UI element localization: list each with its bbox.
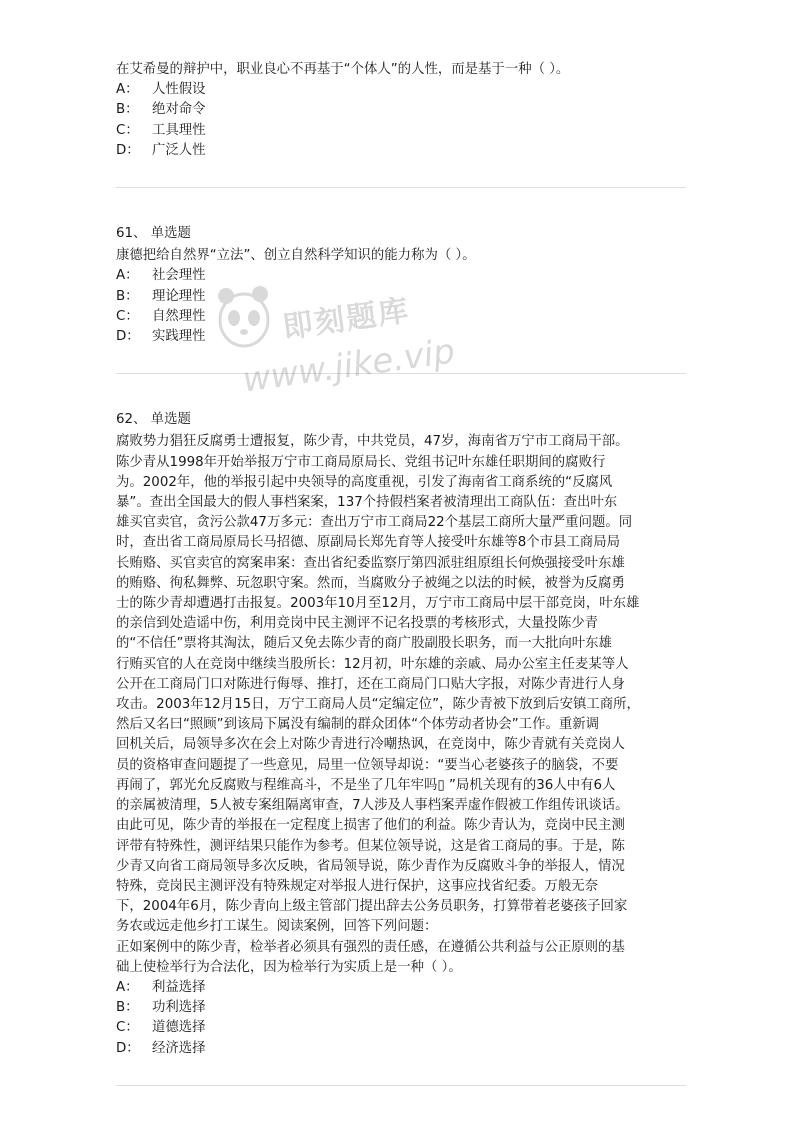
question-page xyxy=(116,60,686,1086)
passage-line: 攻击。2003年12月15日，万宁工商局人员“定编定位”，陈少青被下放到后安镇工商所， xyxy=(116,697,640,713)
question-60-stem: 在艾希曼的辩护中，职业良心不再基于“个体人”的人性，而是基于一种（ ）。 xyxy=(116,62,570,77)
passage-line: 行贿买官的人在竞岗中继续当股所长：12月初，叶东雄的亲戚、局办公室主任麦某等人 xyxy=(116,656,629,672)
passage-line: 特殊，竞岗民主测评没有特殊规定对举报人进行保护，这事应找省纪委。万般无奈 xyxy=(116,878,599,894)
passage-line: 的亲属被清理，5人被专案组隔离审查，7人涉及人事档案弄虚作假被工作组传讯谈话。 xyxy=(116,798,629,814)
option-text: 功利选择 xyxy=(152,1000,206,1016)
passage-line: 腐败势力猖狂反腐勇士遭报复，陈少青，中共党员，47岁，海南省万宁市工商局干部。 xyxy=(116,434,629,450)
option-letter: A： xyxy=(116,979,139,995)
divider xyxy=(116,1085,686,1086)
option-text: 利益选择 xyxy=(152,979,206,995)
option-text: 实践理性 xyxy=(152,329,206,345)
question-62-option-a[interactable] xyxy=(116,978,686,998)
option-letter: D： xyxy=(116,1040,140,1056)
passage-line: 评带有特殊性，测评结果只能作为参考。但某位领导说，这是省工商局的事。于是，陈 xyxy=(116,838,625,854)
option-text: 经济选择 xyxy=(152,1040,206,1056)
question-61-option-a[interactable] xyxy=(116,266,686,286)
passage-line: 少青又向省工商局领导多次反映，省局领导说，陈少青作为反腐败斗争的举报人，情况 xyxy=(116,858,625,874)
watermark-url: www.jike.vip xyxy=(240,331,458,401)
question-61 xyxy=(116,224,686,347)
passage-line: 由此可见，陈少青的举报在一定程度上损害了他们的利益。陈少青认为，竞岗中民主测 xyxy=(116,818,625,834)
question-62-option-b[interactable] xyxy=(116,998,686,1018)
passage-line: 雄买官卖官，贪污公款47万多元：查出万宁市工商局22个基层工商所大量严重问题。同 xyxy=(116,515,633,531)
question-60-option-b[interactable] xyxy=(116,100,686,120)
option-letter: D： xyxy=(116,142,140,158)
passage-line: 为。2002年，他的举报引起中央领导的高度重视，引发了海南省工商系统的“反腐风 xyxy=(116,474,613,490)
passage-line: 的亲信到处造谣中伤，利用竞岗中民主测评不记名投票的考核形式，大量投陈少青 xyxy=(116,616,599,632)
option-text: 理论理性 xyxy=(152,288,206,304)
question-61-option-b[interactable] xyxy=(116,287,686,307)
passage-line: 陈少青从1998年开始举报万宁市工商局原局长、党组书记叶东雄任职期间的腐败行 xyxy=(116,454,606,470)
question-60 xyxy=(116,60,686,161)
question-60-option-c[interactable] xyxy=(116,121,686,141)
question-61-option-d[interactable] xyxy=(116,327,686,347)
option-text: 广泛人性 xyxy=(152,142,206,158)
passage-line: 再闹了，郭光允反腐败与程维高斗，不是坐了几年牢吗▯ ”局机关现有的36人中有6人 xyxy=(116,777,616,793)
option-letter: B： xyxy=(116,288,139,304)
passage-line: 回机关后，局领导多次在会上对陈少青进行冷嘲热讽，在竞岗中，陈少青就有关竞岗人 xyxy=(116,737,625,753)
passage-line: 暴”。查出全国最大的假人事档案案，137个持假档案者被清理出工商队伍：查出叶东 xyxy=(116,495,618,511)
option-text: 道德选择 xyxy=(152,1020,206,1036)
option-letter: D： xyxy=(116,329,140,345)
watermark-brand: 即刻题库 xyxy=(280,293,413,346)
question-61-option-c[interactable] xyxy=(116,307,686,327)
passage-line: 正如案例中的陈少青，检举者必须具有强烈的责任感，在遵循公共利益与公正原则的基 xyxy=(116,939,625,955)
option-letter: C： xyxy=(116,122,139,138)
divider xyxy=(116,373,686,374)
question-62-header: 62、 单选题 xyxy=(116,412,191,428)
passage-line: 公开在工商局门口对陈进行侮辱、推打，还在工商局门口贴大字报，对陈少青进行人身 xyxy=(116,676,625,692)
option-letter: B： xyxy=(116,1000,139,1016)
option-text: 绝对命令 xyxy=(152,102,206,118)
passage-line: 长贿赂、买官卖官的窝案串案：查出省纪委监察厅第四派驻组原组长何焕强接受叶东雄 xyxy=(116,555,625,571)
option-text: 自然理性 xyxy=(152,308,206,324)
option-letter: A： xyxy=(116,82,139,98)
question-62-option-d[interactable] xyxy=(116,1039,686,1059)
passage-line: 的“不信任”票将其淘汰，随后又免去陈少青的商广股副股长职务，而一大批向叶东雄 xyxy=(116,636,612,652)
option-text: 社会理性 xyxy=(152,268,206,284)
option-letter: B： xyxy=(116,102,139,118)
option-letter: A： xyxy=(116,268,139,284)
passage-line: 下，2004年6月，陈少青向上级主管部门提出辞去公务员职务，打算带着老婆孩子回家 xyxy=(116,899,628,915)
passage-line: 士的陈少青却遭遇打击报复。2003年10月至12月，万宁市工商局中层干部竞岗，叶东雄 xyxy=(116,596,640,612)
passage-line: 时，查出省工商局原局长马招德、原副局长郑先育等人接受叶东雄等8个市县工商局局 xyxy=(116,535,620,551)
passage-line: 然后又名曰“照顾”到该局下属没有编制的群众团体“个体劳动者协会”工作。重新调 xyxy=(116,717,600,733)
passage-line: 础上使检举行为合法化，因为检举行为实质上是一种（ ）。 xyxy=(116,959,462,975)
question-60-option-d[interactable] xyxy=(116,141,686,161)
option-letter: C： xyxy=(116,308,139,324)
option-text: 工具理性 xyxy=(152,122,206,138)
question-62-option-c[interactable] xyxy=(116,1018,686,1038)
option-text: 人性假设 xyxy=(152,82,206,98)
option-letter: C： xyxy=(116,1020,139,1036)
divider xyxy=(116,187,686,188)
passage-line: 务农或远走他乡打工谋生。阅读案例，回答下列问题： xyxy=(116,919,438,935)
question-61-stem: 康德把给自然界“立法”、创立自然科学知识的能力称为（ ）。 xyxy=(116,248,476,264)
question-62 xyxy=(116,410,686,1059)
passage-line: 的贿赂、徇私舞弊、玩忽职守案。然而，当腐败分子被绳之以法的时候，被誉为反腐勇 xyxy=(116,575,625,591)
passage-line: 员的资格审查问题提了一些意见，局里一位领导却说：“要当心老婆孩子的脑袋，不要 xyxy=(116,757,619,773)
question-60-option-a[interactable] xyxy=(116,80,686,100)
question-62-passage xyxy=(116,432,686,977)
question-61-header: 61、 单选题 xyxy=(116,226,191,242)
